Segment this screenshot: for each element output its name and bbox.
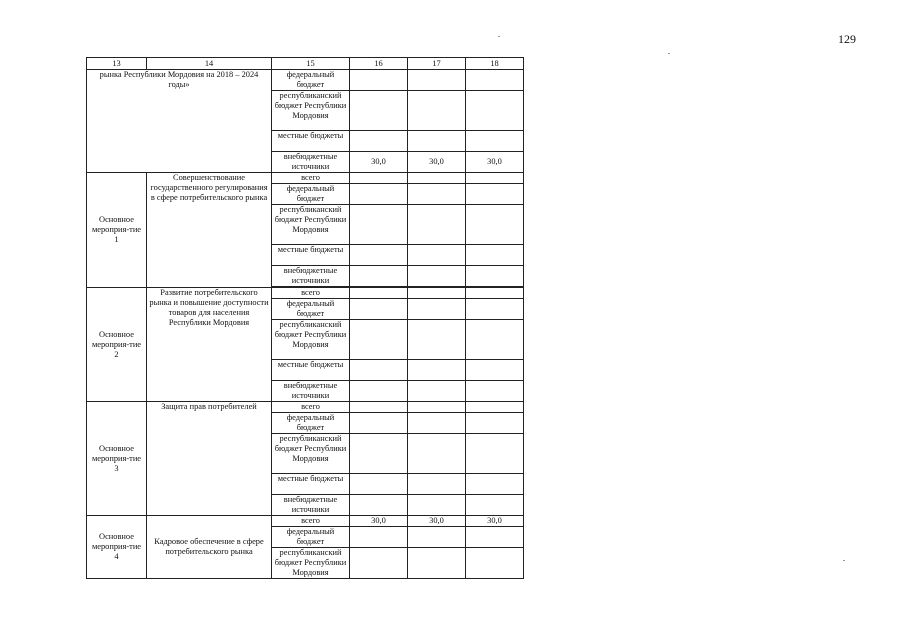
source-cell: федеральный бюджет — [272, 413, 350, 434]
source-cell: местные бюджеты — [272, 360, 350, 381]
header-col-18: 18 — [466, 58, 524, 70]
source-cell: федеральный бюджет — [272, 184, 350, 205]
program-title-continued: рынка Республики Мордовия на 2018 – 2024 годы» — [87, 70, 272, 173]
measure-name: Основное мероприя-тие 2 — [87, 288, 147, 402]
table-header-row — [87, 58, 524, 70]
value-cell: 30,0 — [466, 516, 524, 527]
source-cell: республиканский бюджет Республики Мордовия — [272, 548, 350, 579]
measure-name: Основное мероприя-тие 4 — [87, 516, 147, 579]
header-col-14: 14 — [147, 58, 272, 70]
scan-speck — [843, 560, 845, 561]
measure-name: Основное мероприя-тие 1 — [87, 173, 147, 288]
source-cell: местные бюджеты — [272, 474, 350, 495]
source-cell: местные бюджеты — [272, 131, 350, 152]
source-cell: внебюджетные источники — [272, 495, 350, 516]
source-cell: местные бюджеты — [272, 245, 350, 266]
source-cell: республиканский бюджет Республики Мордовия — [272, 91, 350, 131]
budget-table — [86, 57, 524, 579]
source-cell: республиканский бюджет Республики Мордовия — [272, 205, 350, 245]
source-cell: внебюджетные источники — [272, 381, 350, 402]
header-col-17: 17 — [408, 58, 466, 70]
source-cell: всего — [272, 516, 350, 527]
source-cell: республиканский бюджет Республики Мордовия — [272, 320, 350, 360]
value-cell: 30,0 — [350, 152, 408, 173]
header-col-15: 15 — [272, 58, 350, 70]
source-cell: всего — [272, 288, 350, 299]
source-cell: внебюджетные источники — [272, 266, 350, 287]
value-cell: 30,0 — [408, 152, 466, 173]
value-cell: 30,0 — [466, 152, 524, 173]
table-row — [87, 516, 524, 527]
source-cell: республиканский бюджет Республики Мордовия — [272, 434, 350, 474]
source-cell: внебюджетные источники — [272, 152, 350, 173]
measure-title: Развитие потребительского рынка и повышение доступности товаров для населения Республики Мордовия — [147, 288, 272, 402]
source-cell: всего — [272, 402, 350, 413]
header-col-16: 16 — [350, 58, 408, 70]
table-row — [87, 70, 524, 91]
source-cell: федеральный бюджет — [272, 70, 350, 91]
measure-name: Основное мероприя-тие 3 — [87, 402, 147, 516]
source-cell: федеральный бюджет — [272, 299, 350, 320]
value-cell: 30,0 — [350, 516, 408, 527]
scan-speck — [498, 36, 500, 37]
page-number: 129 — [838, 32, 856, 46]
header-col-13: 13 — [87, 58, 147, 70]
source-cell: федеральный бюджет — [272, 527, 350, 548]
table-row — [87, 173, 524, 184]
measure-title: Защита прав потребителей — [147, 402, 272, 516]
measure-title: Кадровое обеспечение в сфере потребительского рынка — [147, 516, 272, 579]
value-cell: 30,0 — [408, 516, 466, 527]
scan-speck — [668, 53, 670, 54]
measure-title: Совершенствование государственного регулирования в сфере потребительского рынка — [147, 173, 272, 288]
source-cell: всего — [272, 173, 350, 184]
table-row — [87, 402, 524, 413]
table-row — [87, 288, 524, 299]
